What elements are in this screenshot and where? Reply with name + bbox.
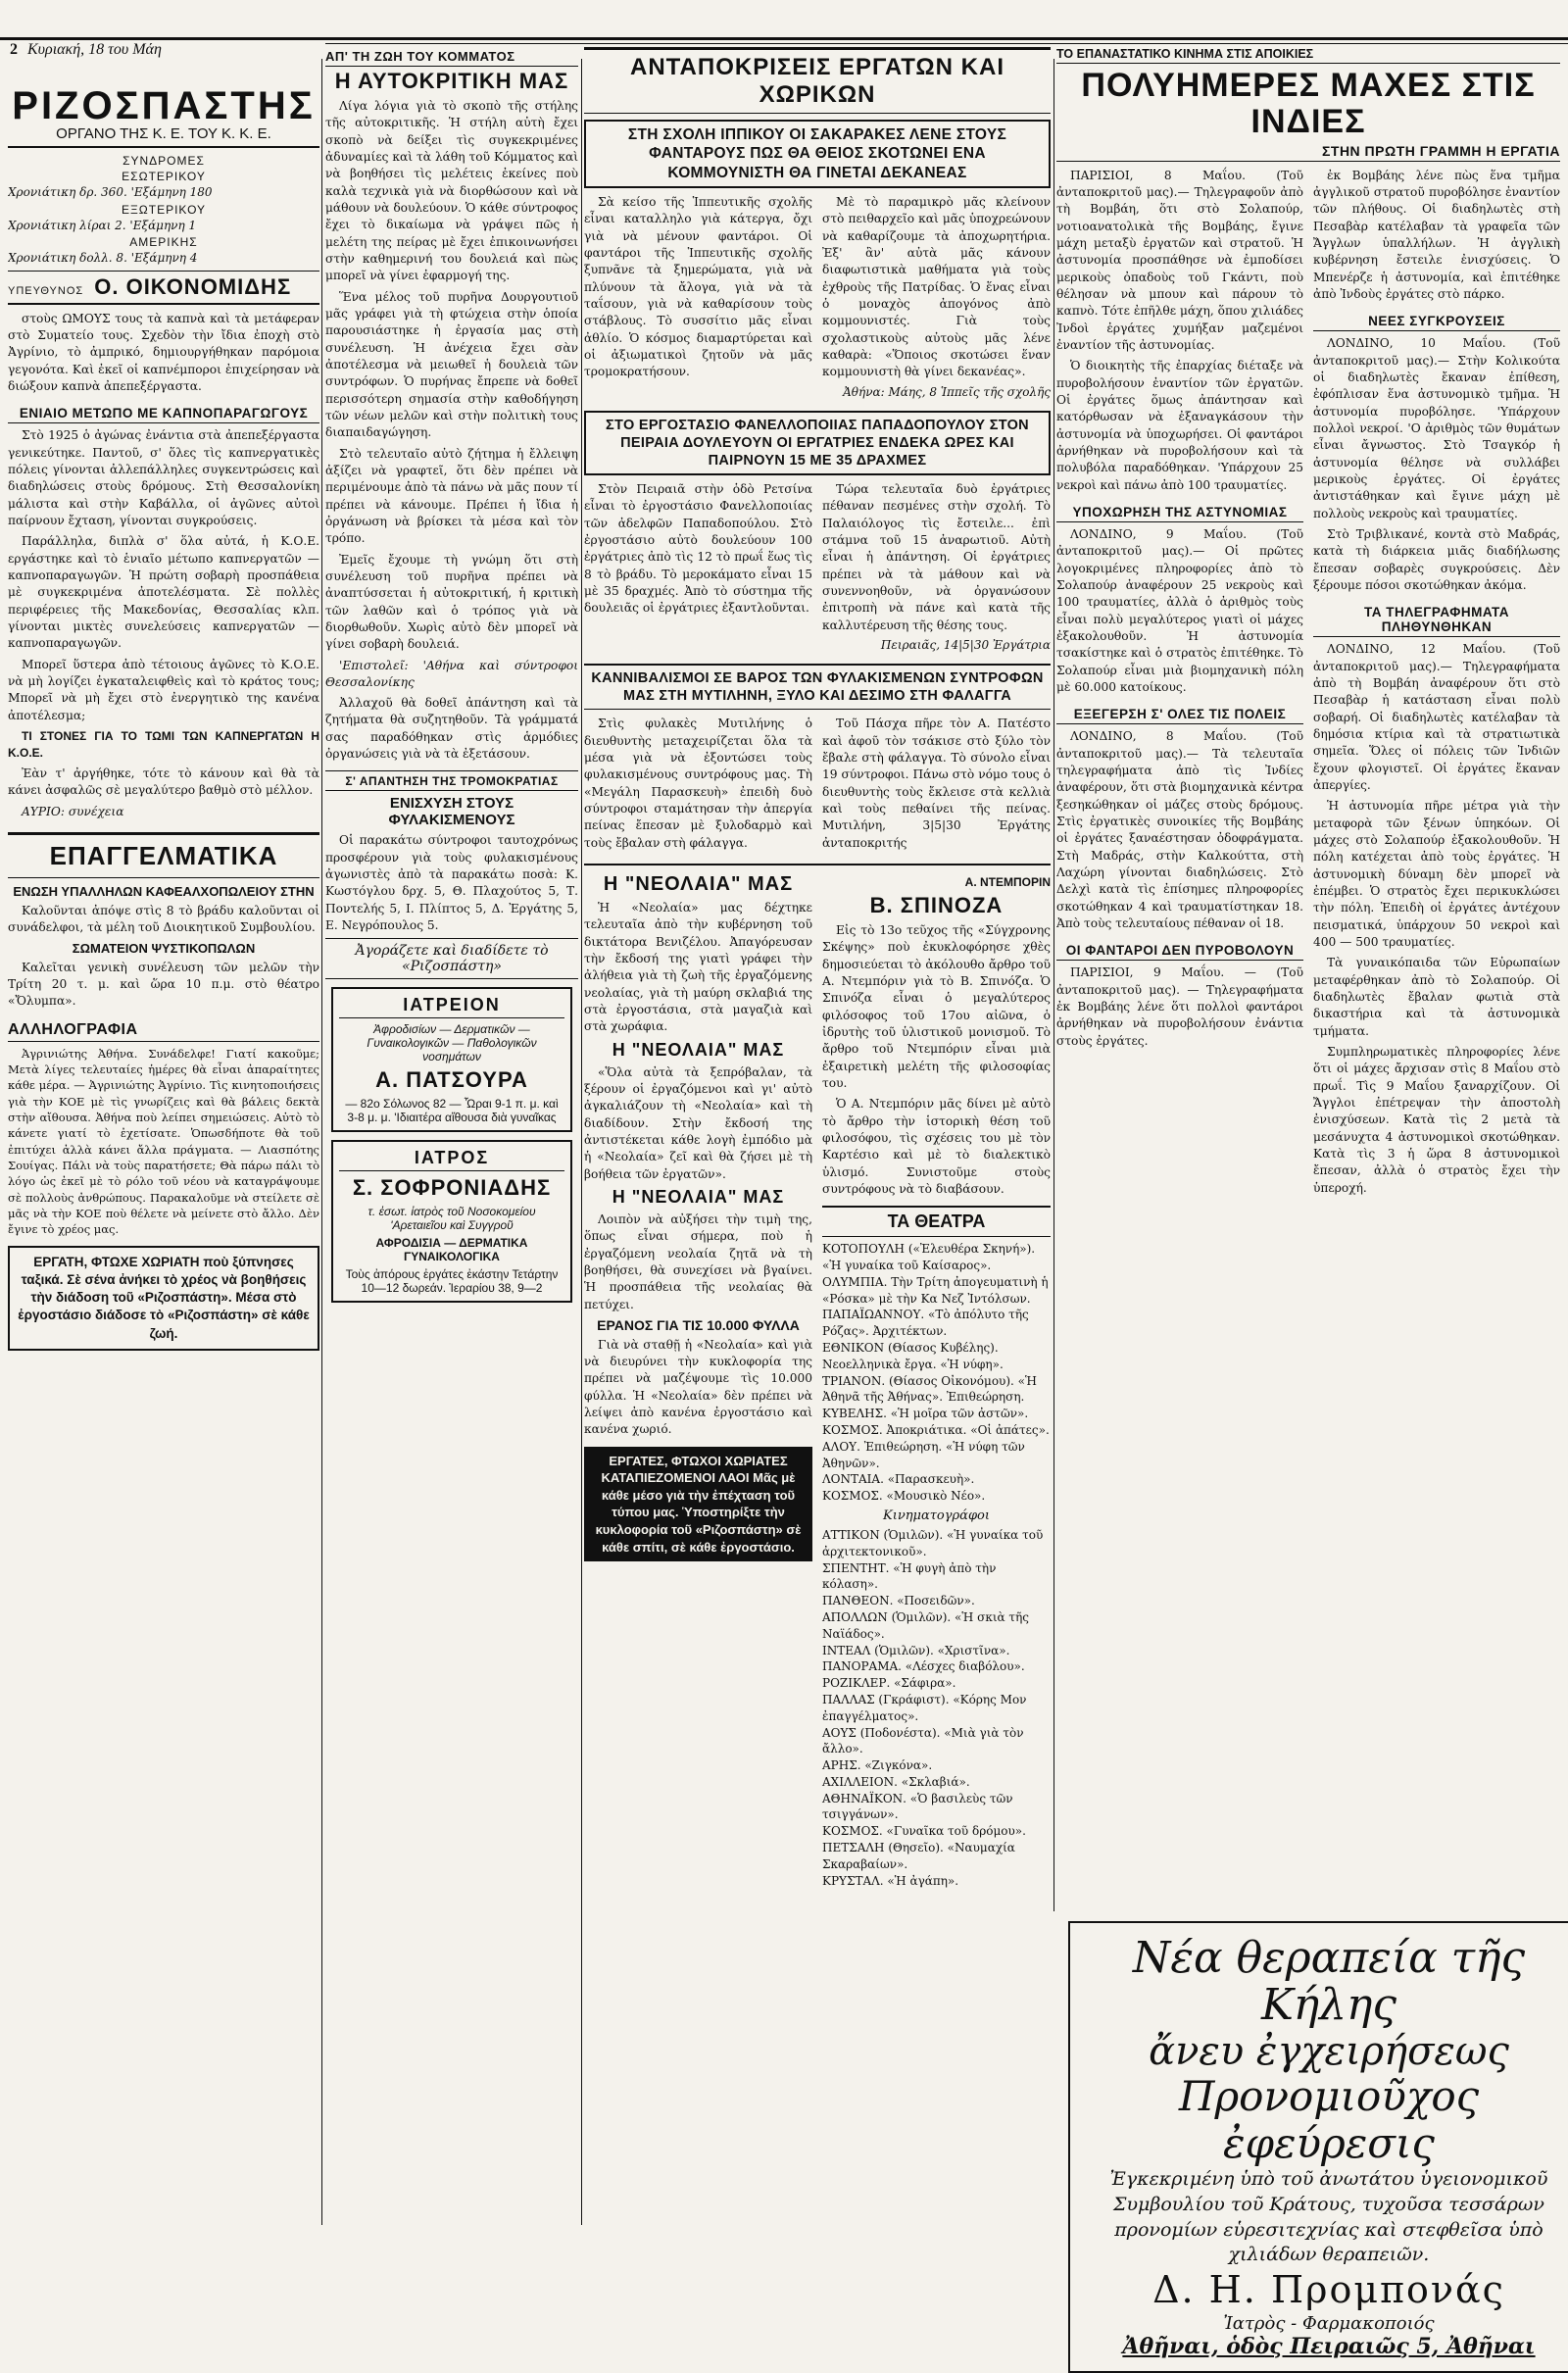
doctor-ad-credentials: τ. ἐσωτ. ἰατρὸς τοῦ Νοσοκομείου 'Αρεταιεῖου καὶ Συγγροῦ — [368, 1205, 536, 1233]
professional-item2: Καλεῖται γενικὴ συνέλευση τῶν μελῶν τὴν Τρίτη 20 τ. μ. καὶ ὥρα 10 π.μ. στὸ θέατρο «Ὄλυμπα». — [8, 960, 319, 1009]
subscriptions-external: ΕΞΩΤΕΡΙΚΟΥ — [121, 202, 207, 217]
doctor-ad-title: ΙΑΤΡΟΣ — [339, 1148, 564, 1171]
worker-reports-banner: ΑΝΤΑΠΟΚΡΙΣΕΙΣ ΕΡΓΑΤΩΝ ΚΑΙ ΧΩΡΙΚΩΝ — [584, 47, 1051, 114]
professional-item1-title: ΕΝΩΣΗ ΥΠΑΛΛΗΛΩΝ ΚΑΦΕΑΛΧΟΠΩΛΕΙΟΥ ΣΤΗΝ — [13, 884, 315, 900]
prisoner-aid-kicker: Σ' ΑΠΑΝΤΗΣΗ ΤΗΣ ΤΡΟΜΟΚΡΑΤΙΑΣ — [325, 770, 578, 791]
neolaia-text-3: Λοιπὸν νὰ αὐξήσει τὴν τιμὴ της, ὅπως εἶναι σήμερα, ποὺ ἡ ἐργαζόμενη νεολαία ζητᾶ νὰ τὴ βοηθήσει, θὰ συνεχίσει νὰ βγαίνει. Ἡ προσπάθεια τῆς νεολαίας θὰ πετύχει. — [584, 1211, 812, 1311]
clinic-ad-name: Α. ΠΑΤΣΟΥΡΑ — [375, 1067, 528, 1093]
cinema-listing: ΑΡΗΣ. «Ζιγκόνα». — [822, 1758, 933, 1773]
professional-heading: ΕΠΑΓΓΕΛΜΑΤΙΚΑ — [8, 832, 319, 878]
self-criticism-p2: Ἕνα μέλος τοῦ πυρῆνα Δουργουτιοῦ μᾶς γράφει γιὰ τὴ φτώχεια στὴν ὁποία παρουσιάστηκε ἡ ἐργασία μας στὴ συνέλευση. Ἡ ἀνέχεια ἔχει σὰν ἀποτέλεσμα νὰ μειωθεῖ ἡ δουλειὰ τῶν συντρόφων. Ὁ πυρήνας ἔπρεπε νὰ δοθεῖ περισσότερη σημασία στὴν καθοδήγηση τῶν νέων μελῶν καὶ στὴν πολιτικὴ τους διαπαιδαγώγηση. — [325, 289, 578, 440]
neolaia-headline-3: Η "ΝΕΟΛΑΙΑ" ΜΑΣ — [612, 1186, 785, 1207]
india-section-3: ΟΙ ΦΑΝΤΑΡΟΙ ΔΕΝ ΠΥΡΟΒΟΛΟΥΝ — [1056, 940, 1303, 961]
theatre-listing: ΛΟΝΤΑΙΑ. «Παρασκευὴ». — [822, 1472, 975, 1487]
theatre-list — [822, 1241, 1051, 1505]
india-r2: ΛΟΝΔΙΝΟ, 10 Μαΐου. (Τοῦ ἀνταποκριτοῦ μας).— Στὴν Κολικούτα οἱ διαδηλωτὲς ἔκαναν ἐπίθεση, ἐφόπλισαν ἕνα ἀστυνομικὸ τμῆμα. Ἡ ἀστυνομία πυροβόλησε. 'Υπάρχουν πολλοὶ νεκροί. 'Ο ἀριθμὸς τῶν θυμάτων εἶναι ἄγνωστος. Στὸ Τσαγκόρ ἡ ἀστυνομία θέλησε νὰ συλλάβει μερικοὺς ἐργάτες. Οἱ ἐργάτες ἀντιστάθηκαν καὶ ἔγινε μάχη μὲ πολλοὺς νεκροὺς καὶ τραυματίες. — [1313, 336, 1560, 520]
cavalry-school-signature: Ἀθήνα: Μάης, 8 Ἱππεῖς τῆς σχολῆς — [843, 384, 1051, 399]
cinema-listing: ΚΡΥΣΤΑΛ. «Ἡ ἀγάπη». — [822, 1873, 959, 1888]
india-headline: ΠΟΛΥΗΜΕΡΕΣ ΜΑΧΕΣ ΣΤΙΣ ΙΝΔΙΕΣ — [1081, 67, 1536, 141]
flannel-factory-deck: ΣΤΟ ΕΡΓΟΣΤΑΣΙΟ ΦΑΝΕΛΛΟΠΟΙΙΑΣ ΠΑΠΑΔΟΠΟΥΛΟΥ ΣΤΟΝ ΠΕΙΡΑΙΑ ΔΟΥΛΕΥΟΥΝ ΟΙ ΕΡΓΑΤΡΙΕΣ ΕΝΔΕΚΑ ΩΡΕΣ ΚΑΙ ΠΑΙΡΝΟΥΝ 15 ΜΕ 35 ΔΡΑΧΜΕΣ — [606, 417, 1029, 469]
professional-item2-title: ΣΩΜΑΤΕΙΟΝ ΨΥΣΤΙΚΟΠΩΛΩΝ — [72, 940, 256, 956]
cavalry-school-article — [584, 194, 1051, 405]
india-section-5: ΤΑ ΤΗΛΕΓΡΑΦΗΜΑΤΑ ΠΛΗΘΥΝΘΗΚΑΝ — [1313, 602, 1560, 637]
page-date: Κυριακή, 18 του Μάη — [27, 41, 162, 58]
tobacco-article-p2: Παράλληλα, διπλὰ σ' ὅλα αὐτά, ἡ Κ.Ο.Ε. εργάστηκε καὶ τὸ ἑνιαῖο μέτωπο καπνεργατῶν — καπνοπαραγωγῶν. Ἡ πρώτη σοβαρὴ προσπάθεια μὲ συγκεκριμένα ἀποτελέσματα. Σὲ πολλὲς περιφέρειες τῆς Μακεδονίας, Θεσσαλίας κλπ. γίνονται μικτὲς συνελεύσεις καπνεργατῶν — καπνοπαραγωγῶν. — [8, 534, 319, 651]
doctor-ad-hours: Τοὺς ἀπόρους ἐργάτες ἐκάστην Τετάρτην 10—12 δωρεάν. Ἱεραρίου 38, 9—2 — [345, 1267, 559, 1296]
theatre-listing: ΑΛΟΥ. Ἐπιθεώρηση. «Ἡ νύφη τῶν Ἀθηνῶν». — [822, 1439, 1025, 1470]
tobacco-article-p4: Ἐὰν τ' ἀργήθηκε, τότε τὸ κάνουν καὶ θὰ τὰ κάνει ἀσφαλῶς σὲ μεγαλύτερο βαθμὸ στὸ μέλλον. — [8, 766, 319, 798]
india-p5: ΠΑΡΙΣΙΟΙ, 9 Μαΐου. — (Τοῦ ἀνταποκριτοῦ μας). — Τηλεγραφήματα ἐκ Βομβάης λένε ὅτι πολλοὶ φαντάροι ἀρνήθηκαν νὰ πυροβολήσουν ἐνάντια στοὺς ἐργάτες. — [1056, 965, 1303, 1048]
masthead-title: ΡΙΖΟΣΠΑΣΤΗΣ — [12, 84, 316, 127]
column-masthead — [8, 0, 319, 2240]
spinoza-author: Α. ΝΤΕΜΠΟΡΙΝ — [964, 874, 1051, 889]
neolaia-text-1: Ἡ «Νεολαία» μας δέχτηκε τελευταῖα ἀπὸ τὴν κυβέρνηση τοῦ δικτάτορα Βενιζέλου. Ἀπαγόρευσαν τὴν ἔκδοσή της γιατὶ γράφει τὴν ἀλήθεια γιὰ τὴ ζωὴ τῆς ἐργαζόμενης νεολαίας, γιὰ τὴ μαύρη σκλαβιά της στὰ ἐργοστάσια, στὰ μαγαζιὰ καὶ στὰ χωράφια. — [584, 900, 812, 1034]
prisoner-aid-headline: ΕΝΙΣΧΥΣΗ ΣΤΟΥΣ ΦΥΛΑΚΙΣΜΕΝΟΥΣ — [388, 795, 515, 829]
india-p2: Ὁ διοικητὴς τῆς ἐπαρχίας διέταξε νὰ πυροβολήσουν ἐναντίον τῶν ἐργατῶν. Οἱ ἐργάτες ὅμως ἀπάντησαν καὶ κατόρθωσαν νὰ ἐξαναγκάσουν τὴν ἀστυνομία νὰ ὑποχωρήσει. Οἱ φαντάροι ἀρνήθηκαν νὰ πυροβολήσουν καὶ τὰ πολυβόλα παραδόθηκαν. 'Υπάρχουν 25 νεκροὶ καὶ πάνω ἀπὸ 100 τραυματίες. — [1056, 359, 1303, 492]
subscriptions-internal: ΕΣΩΤΕΡΙΚΟΥ — [122, 170, 206, 183]
fund-drive-headline: ΕΡΑΝΟΣ ΓΙΑ ΤΙΣ 10.000 ΦΥΛΛΑ — [597, 1316, 800, 1333]
theatre-listing: ΠΑΠΑΪΩΑΝΝΟΥ. «Τὸ ἀπόλυτο τῆς Ρόζας». Ἀρχιτέκτων. — [822, 1308, 1029, 1339]
cinema-listing: ΑΟΥΣ (Ποδονέστα). «Μιὰ γιὰ τὸν ἄλλο». — [822, 1725, 1024, 1756]
tobacco-article-bold: ΤΙ ΣΤΟΝΕΣ ΓΙΑ ΤΟ ΤΩΜΙ ΤΩΝ ΚΑΠΝΕΡΓΑΤΩΝ Η Κ.Ο.Ε. — [8, 729, 319, 761]
hernia-ad-name: Δ. Η. Προμπονάς — [1152, 2267, 1505, 2311]
subscriptions-america: ΑΜΕΡΙΚΗΣ — [129, 235, 198, 250]
india-r6: Τὰ γυναικόπαιδα τῶν Εὐρωπαίων μεταφέρθηκαν ἀπὸ τὸ Σολαπούρ. Οἱ διαδηλωτὲς ἔβαλαν φωτιὰ στὰ δικαστήρια καὶ τὰ ἀστυνομικὰ τμήματα. — [1313, 956, 1560, 1038]
neolaia-text-2: «Ὅλα αὐτὰ τὰ ξεπρόβαλαν, τὰ ξέρουν οἱ ἐργαζόμενοι καὶ γι' αὐτὸ ἀγκαλιάζουν τὴ «Νεολαία» καὶ τὴ διαδίδουν. Στὴν ἔκδοσή της ἀντιστέκεται κάθε λογὴ ἐμπόδιο μὰ ἡ «Νεολαία» ζεῖ καὶ θὰ ζήσει μὲ τὴ βοήθεια τῶν ἐργατῶν». — [584, 1064, 812, 1181]
continued-tomorrow: ΑΥΡΙΟ: συνέχεια — [22, 804, 124, 818]
india-section-2: ΕΞΕΓΕΡΣΗ Σ' ΟΛΕΣ ΤΙΣ ΠΟΛΕΙΣ — [1056, 704, 1303, 724]
theatres-heading: ΤΑ ΘΕΑΤΡΑ — [822, 1206, 1051, 1237]
workers-appeal-box: ΕΡΓΑΤΕΣ, ΦΤΩΧΟΙ ΧΩΡΙΑΤΕΣ ΚΑΤΑΠΙΕΖΟΜΕΝΟΙ ΛΑΟΙ Μᾶς μὲ κάθε μέσο γιὰ τὴν ἐπέχταση τοῦ τύπου μας. Ὑποστηρίξτε τὴν κυκλοφορία τοῦ «Ριζοσπάστη» σὲ κάθε σπίτι, σὲ κάθε ἐργοστάσιο. — [584, 1447, 812, 1561]
mytilene-prison-p2: Τοῦ Πάσχα πῆρε τὸν Α. Πατέστο καὶ ἀφοῦ τὸν τσάκισε στὸ ξύλο τὸν ἔβαλε στὴ φάλαγγα. Τὸ σύνολο εἶναι 19 σύντροφοι. Πάνω στὸ νόμο τους ὁ διευθυντὴς τοὺς ἔκλεισε στὰ κελλιὰ καὶ τοὺς πεθαίνει τῆς πείνας. Μυτιλήνη, 3|5|30 Ἐργάτης ἀνταποκριτής — [822, 717, 1051, 850]
page-number: 2 — [10, 41, 18, 58]
column-rule-1 — [321, 59, 322, 2225]
fund-drive-text: Γιὰ νὰ σταθῇ ἡ «Νεολαία» καὶ γιὰ νὰ διευρύνει τὴν κυκλοφορία της πρέπει νὰ μαζέψουμε τὶς 10.000 φύλλα. Ἡ «Νεολαία» δὲν πρέπει νὰ λείψει ἀπὸ κανένα ἐργοστάσιο καὶ κανένα χωριό. — [584, 1337, 812, 1437]
hernia-ad-profession: Ἰατρὸς - Φαρμακοποιός — [1223, 2312, 1435, 2334]
correspondence-heading: ΑΛΛΗΛΟΓΡΑΦΙΑ — [8, 1018, 319, 1042]
flannel-factory-p2: Τώρα τελευταῖα δυὸ ἐργάτριες πέθαναν πεσμένες στὴν σχολή. Τὸ Παλαιόλογος τὶς ἔστειλε... ἐπὶ στάμνα τοῦ 15 ἀναρωτιοῦ. Αὐτὴ εἶναι ἡ ἀπάντηση. Οἱ ἐργάτριες πρέπει νὰ τὰ μάθουν καὶ νὰ συνεννοηθοῦν, νὰ ὀργανώσουν ἐπιτροπὴ νὰ πάνε καὶ κατὰ τῆς καλλυτέρευση τῆς θέσης τους. — [822, 482, 1051, 632]
neolaia-headline-1: Η "ΝΕΟΛΑΙΑ" ΜΑΣ — [603, 872, 794, 895]
tobacco-article-intro: στοὺς ΩΜΟΥΣ τους τὰ καπνὰ καὶ τὰ μετάφεραν στὸ Συματείο τους. Σχεδὸν τὴν ἴδια ἐποχὴ στὸ Ἀγρίνιο, τὸ ἀμπρικό, δημιουργήθηκαν παρόμοια γεγονότα. Καὶ ἐκεῖ οἱ καπνέμποροι ἐπιχείρησαν νὰ διώξουν καπνὰ ἀπεπεξέργαστα. — [8, 311, 319, 394]
theatre-listing: ΚΥΒΕΛΗΣ. «Ἡ μοῖρα τῶν ἀστῶν». — [822, 1407, 1029, 1421]
editor-line — [8, 271, 319, 305]
clinic-ad-specialties: Ἀφροδισίων — Δερματικῶν — Γυναικολογικῶν — Παθολογικῶν νοσημάτων — [367, 1022, 537, 1064]
mytilene-prison-article — [584, 716, 1051, 856]
self-criticism-p1: Λίγα λόγια γιὰ τὸ σκοπὸ τῆς στήλης τῆς αὐτοκριτικῆς. Ἡ στήλη αὐτὴ ἔχει σκοπὸ νὰ δείξει τὶς συγκεκριμένες ἀδυναμίες καὶ τὰ λάθη τοῦ Κόμματος καὶ νὰ βοηθήσει τὶς μελέτεις ἐκείνες ποὺ καλὰ τεχνικὰ γιὰ νὰ διορθώσουν καὶ νὰ μάθουν νὰ δουλεύουν. Ὁ κάθε σύντροφος ἔχει τὸ δικαίωμα νὰ γράψει πῶς ἡ μελέτη της πείρας μὲ ἔχει ἐπικοινωνήσει στὴν καθημερινή του δουλειά καὶ πὼς μπορεῖ νὰ γίνει ἐφαρμογή της. — [325, 99, 578, 283]
self-criticism-signature: 'Επιστολεῖ: 'Αθήνα καὶ σύντροφοι Θεσσαλονίκης — [325, 658, 578, 689]
spinoza-headline: Β. ΣΠΙΝΟΖΑ — [869, 892, 1004, 917]
clinic-ad-patsoura — [331, 987, 572, 1132]
cinema-listing: ΚΟΣΜΟΣ. «Γυναῖκα τοῦ δρόμου». — [822, 1824, 1026, 1839]
hernia-ad-line3: Προνομιοῦχος ἐφεύρεσις — [1178, 2071, 1480, 2168]
theatre-listing: ΚΟΤΟΠΟΥΛΗ («Ἐλευθέρα Σκηνή»). «Ἡ γυναίκα τοῦ Καίσαρος». — [822, 1242, 1036, 1272]
india-r5: Ἡ ἀστυνομία πῆρε μέτρα γιὰ τὴν μεταφορὰ τῶν ξένων ὑπηκόων. Οἱ μάχες στὸ Σολαπούρ ἐξακολουθοῦν. Ἡ πόλη κατέχεται ἀπὸ τοὺς ἐργάτες. Ἡ ἀστυνομικὴ δύναμη δὲν μπορεῖ νὰ ἐπέμβει. Ὁ στρατὸς ἔχει περικυκλώσει τὴν πόλη. Ἐπειδὴ οἱ ἐργάτες ἀντέχουν πεισματικά, ὑπάρχουν 50 νεκροὶ καὶ 400 — 500 τραυματίες. — [1313, 799, 1560, 949]
rate-external: Χρονιάτικη λίραι 2. 'Εξάμηνη 1 — [8, 218, 197, 232]
self-criticism-headline: Η ΑΥΤΟΚΡΙΤΙΚΗ ΜΑΣ — [334, 69, 569, 93]
india-subheadline: ΣΤΗΝ ΠΡΩΤΗ ΓΡΑΜΜΗ Η ΕΡΓΑΤΙΑ — [1056, 143, 1560, 162]
cinema-listing: ΑΤΤΙΚΟΝ (Ὁμιλῶν). «Ἡ γυναίκα τοῦ ἀρχιτεκτονικοῦ». — [822, 1527, 1044, 1558]
tobacco-section-heading: ΕΝΙΑΙΟ ΜΕΤΩΠΟ ΜΕ ΚΑΠΝΟΠΑΡΑΓΩΓΟΥΣ — [8, 403, 319, 423]
self-criticism-p4: Ἐμεῖς ἔχουμε τὴ γνώμη ὅτι στὴ συνέλευση τοῦ πυρῆνα πρέπει νὰ ἀναπτύσσεται ἡ αὐτοκριτική, ἡ κριτικὴ τῶν λαθῶν καὶ ὁ τρόπος γιὰ νὰ διορθωθοῦν. Χωρὶς αὐτὸ δὲν μπορεῖ νὰ γίνει σοβαρὴ δουλειά. — [325, 552, 578, 652]
spinoza-p2: Ὁ Α. Ντεμπόριν μᾶς δίνει μὲ αὐτὸ τὸ ἄρθρο τὴν ἱστορικὴ θέση τοῦ φιλοσόφου, τὶς σχέσεις του μὲ τὸν Καρτέσιο καὶ μὲ τὸ διαλεκτικὸ ὑλισμό. Συνιστοῦμε στοὺς συντρόφους νὰ τὸ διαβάσουν. — [822, 1097, 1051, 1196]
cinema-listing: ΑΘΗΝΑΪΚΟΝ. «Ὁ βασιλεὺς τῶν τσιγγάνων». — [822, 1791, 1013, 1822]
hernia-ad-line1: Νέα θεραπεία τῆς Κήλης — [1132, 1933, 1526, 2031]
column-india — [1056, 0, 1560, 2240]
mytilene-prison-p1: Στὶς φυλακὲς Μυτιλήνης ὁ διευθυντὴς μεταχειρίζεται ὅλα τὰ μέσα γιὰ νὰ ἐξοντώσει τοὺς φυλακισμένους συντρόφους μας. Τὴ «Μεγάλη Παρασκευὴ» ἐπειδὴ δυὸ σύντροφοι σταμάτησαν τὴν ἀπεργία πείνας ἔπεσαν μὲ ξυλοδαρμὸ καὶ τοὺς ἔβαλαν στὴ φάλαγγα. — [584, 717, 812, 850]
lower-third-area — [584, 864, 1051, 1890]
theatre-listing: ΚΟΣΜΟΣ. «Μουσικὸ Νέο». — [822, 1489, 986, 1504]
tobacco-article-p3: Μπορεῖ ὕστερα ἀπὸ τέτοιους ἀγῶνες τὸ Κ.Ο.Ε. νὰ μὴ λογίζει ἐγκαταλειφθεὶς καὶ τὸ κράτος τους; Μπορεῖ νὰ μὴ ἔχει στὸ ἐνεργητικὸ της κανένα ἀποτέλεσμα; — [8, 657, 319, 722]
theatre-listing: ΚΟΣΜΟΣ. Ἀποκριάτικα. «Οἱ ἀπάτες». — [822, 1422, 1050, 1437]
india-r1: ἐκ Βομβάης λένε πὼς ἕνα τμῆμα ἀγγλικοῦ στρατοῦ πυροβόλησε ἐναντίον τῶν πλήθους. Οἱ διαδηλωτὲς στὴ Πεσαβὰρ κατέλαβαν τὰ γραφεῖα τῶν Ἄγγλων ὑπαλλήλων. Ἡ ἀγγλικὴ κυβέρνηση ἔστειλε ἐνισχύσεις. Ὁ Μπενέρζε ἡ ἀστυνομία, καὶ ἐπιτέθηκε ἀπὸ Ἰνδοὺς ἐργάτες στὸ πάρκο. — [1313, 168, 1560, 302]
masthead-organ: ΟΡΓΑΝΟ ΤΗΣ Κ. Ε. ΤΟΥ Κ. Κ. Ε. — [8, 125, 319, 148]
prisoner-aid-text: Οἱ παρακάτω σύντροφοι ταυτοχρόνως προσφέρουν γιὰ τοὺς φυλακισμένους ἀγωνιστὲς ἀπὸ τὰ παρακάτω ποσὰ: Κ. Κωστόγλου δρχ. 5, Θ. Πλαχούτος 5, Τ. Ποντελής 5, Ι. Πλίπτος 5, Δ. Ἐργάτης 5, Ε. Νεγρόπουλος 5. — [325, 833, 578, 933]
column-rule-2 — [581, 59, 582, 2225]
call-to-workers-box: ΕΡΓΑΤΗ, ΦΤΩΧΕ ΧΩΡΙΑΤΗ ποὺ ξύπνησες ταξικά. Σὲ σένα ἀνήκει τὸ χρέος νὰ βοηθήσεις τὴν διάδοση τοῦ «Ριζοσπάστη». Μέσα στὸ ἐργοστάσιο διάδοσε τὸ «Ριζοσπάστη» σὲ κάθε ζωή. — [8, 1246, 319, 1351]
cinema-listing: ΑΠΟΛΛΩΝ (Ὁμιλῶν). «Ἡ σκιὰ τῆς Ναϊάδος». — [822, 1609, 1029, 1641]
cavalry-school-deck-box — [584, 120, 1051, 188]
buy-and-spread-slogan: Ἀγοράζετε καὶ διαδίδετε τὸ «Ριζοσπάστη» — [325, 938, 578, 979]
india-p4: ΛΟΝΔΙΝΟ, 8 Μαΐου. (Τοῦ ἀνταποκριτοῦ μας).— Τὰ τελευταῖα τηλεγραφήματα ἀπὸ τὶς Ἰνδίες ἀναφέρουν, ὅτι στὰ βιομηχανικὰ κέντρα ξεσηκώθηκαν οἱ μάζες στοὺς δρόμους. Στὶς ἐργατικὲς συνοικίες τῆς Βομβάης οἱ ἐργάτες ξαναέστησαν ὀδοφράγματα. Στὴ Μαδράς, στὴν Καλκούττα, στὴ Λαχώρη γίνονται διαδηλώσεις. Στὸ Δελχὶ κατὰ τὶς ἐπίσημες πληροφορίες σκοτώθηκαν 4 καὶ τραυματίστηκαν 18. Ἀπὸ τοὺς τελευταίους πέθαναν οἱ 18. — [1056, 729, 1303, 930]
cinema-listing: ΣΠΕΝΤΗΤ. «Ἡ φυγὴ ἀπὸ τὴν κόλαση». — [822, 1560, 997, 1592]
theatre-listing: ΟΛΥΜΠΙΑ. Τὴν Τρίτη ἀπογευματινὴ ἡ «Ρόσκα» μὲ τὴν Κα Νεζ Ἰντόλσων. — [822, 1274, 1049, 1306]
doctor-ad-sofroniadis — [331, 1140, 572, 1303]
correspondence-text: Ἀγρινιώτης Ἀθήνα. Συνάδελφε! Γιατί κακοῦμε; Μετὰ λίγες τελευταίες ἡμέρες θὰ εἶναι ἀπαραίτητες κάθε μέρα. — Ἀγρινιώτης Ἀγρίνιο. Τὶς κινητοποιήσεις γιὰ τὴν ΚΟΕ μὲ τὶς γνωρίζεις καὶ θὰ βάλεις δεκτὰ στὴν αἴθουσα. Ἀθήνα ποὺ λείπει σημειώσεις. Αὐτὸ τὸ κάνετε γιατί τὸ ἐχετίσατε. Ὁπωσδήποτε θὰ τοῦ ἐπιτύχει ἀλλὰ κάνει ἄλλα πράγματα. — Λιασπότης Σουίγας. Πάλι νὰ τοὺς παρατήσετε; Θὰ πάρω πάλι τὸ λόγο ὡς ἐκεῖ μὲ τὸ ρόλο τοῦ νέου νὰ καταγράψουμε σὲ πολλοὺς ἀνθρώπους. Παρακαλοῦμε νὰ στείλετε σὲ μᾶς νὰ τὴν ΚΟΕ ποὺ θέλετε νὰ μείνετε στὸ ἄλλο. Δὲν ἔγινε τὸ χρέος μας. — [8, 1046, 319, 1237]
editor-name: Ο. ΟΙΚΟΝΟΜΙΔΗΣ — [94, 273, 292, 299]
subscriptions-heading: ΣΥΝΔΡΟΜΕΣ — [122, 154, 205, 168]
hernia-ad-address: Ἀθῆναι, ὁδὸς Πειραιῶς 5, Ἀθῆναι — [1122, 2333, 1536, 2359]
neolaia-headline-2: Η "ΝΕΟΛΑΙΑ" ΜΑΣ — [612, 1039, 785, 1060]
rate-internal: Χρονιάτικη δρ. 360. 'Εξάμηνη 180 — [8, 185, 213, 199]
theatre-listing: ΤΡΙΑΝΟΝ. (Θίασος Οἰκονόμου). «Ἡ Ἀθηνᾶ τῆς Ἀθήνας». Ἐπιθεώρηση. — [822, 1373, 1037, 1405]
cinema-listing: ΡΟΖΙΚΛΕΡ. «Σάφιρα». — [822, 1676, 956, 1691]
india-article — [1056, 168, 1560, 1201]
india-r7: Συμπληρωματικὲς πληροφορίες λένε ὅτι οἱ μάχες ἄρχισαν στὶς 8 Μαΐου στὸ πρωΐ. Τὶς 9 Μαΐου ξαναρχίζουν. Οἱ Ἄγγλοι ἐπέτρεψαν τὴν ἀποστολὴ ἐνισχύσεων. Κατὰ τὶς 2 μετὰ τὰ μεσάνυχτα 4 ἀστυνομικοὶ σκοτώθηκαν. Κατὰ τὶς 3 ἡ ὥρα 8 ἀστυνομικοὶ ἔπεσαν, ἀλλὰ ὁ στρατὸς ἔχει τὴν ὑπεροχή. — [1313, 1044, 1560, 1195]
doctor-ad-name: Σ. ΣΟΦΡΟΝΙΑΔΗΣ — [352, 1175, 552, 1201]
doctor-ad-specialties: ΑΦΡΟΔΙΣΙΑ — ΔΕΡΜΑΤΙΚΑ ΓΥΝΑΙΚΟΛΟΓΙΚΑ — [375, 1236, 528, 1264]
cinema-listing: ΑΧΙΛΛΕΙΟΝ. «Σκλαβιά». — [822, 1774, 970, 1789]
clinic-ad-address: — 82ο Σόλωνος 82 — Ὧραι 9-1 π. μ. καὶ 3-8 μ. μ. 'Ιδιαιτέρα αἴθουσα διὰ γυναῖκας — [345, 1097, 559, 1125]
editor-label: ΥΠΕΥΘΥΝΟΣ — [8, 284, 84, 297]
flannel-factory-article — [584, 481, 1051, 658]
spinoza-p1: Εἰς τὸ 13ο τεῦχος τῆς «Σύγχρονης Σκέψης» ποὺ ἐκυκλοφόρησε χθὲς δημοσιεύεται τὸ ἀκόλουθο ἄρθρο τοῦ Α. Ντεμπόριν γιὰ τὸ Β. Σπινόζα. Ὁ Σπινόζα εἶναι ὁ μεγαλύτερος φιλόσοφος τοῦ 17ου αἰῶνα, ὁ ἰδρυτὴς τοῦ ὑλιστικοῦ μονισμοῦ. Τὸ ἄρθρο τοῦ Ντεμπόριν εἶναι μιὰ ἐξαιρετικὴ μελέτη τῆς φιλοσοφίας του. — [822, 922, 1051, 1090]
cinema-listing: ΠΑΝΘΕΟΝ. «Ποσειδῶν». — [822, 1594, 975, 1608]
india-r4: ΛΟΝΔΙΝΟ, 12 Μαΐου. (Τοῦ ἀνταποκριτοῦ μας).— Τηλεγραφήματα ἀπὸ τὴ Βομβάη ἀναφέρουν ὅτι στὸ Πεσαβὰρ ἡ κατάσταση εἶναι πολὺ σοβαρή. Οἱ διαδηλωτὲς κατέλαβαν τὰ δημόσια κτίρια καὶ τὰ στρατιωτικὰ σημεῖα. Ὅλες οἱ πόλεις τῶν Ἰνδιῶν ἔχουν φλογιστεῖ. Οἱ ἐργάτες ἔκαναν ἀπεργίες. — [1313, 642, 1560, 792]
hernia-ad-description: Ἐγκεκριμένη ὑπὸ τοῦ ἀνωτάτου ὑγειονομικοῦ Συμβουλίου τοῦ Κράτους, τυχοῦσα τεσσάρων προνομίων εὑρεσιτεχνίας καὶ στεφθεῖσα ὑπὸ χιλιάδων θεραπειῶν. — [1109, 2168, 1548, 2266]
cinema-list — [822, 1527, 1051, 1890]
theatre-listing: ΕΘΝΙΚΟΝ (Θίασος Κυβέλης). Νεοελληνικὰ ἔργα. «Ἡ νύφη». — [822, 1340, 1004, 1371]
self-criticism-p5: Ἀλλαχοῦ θὰ δοθεῖ ἀπάντηση καὶ τὰ ζητήματα θὰ συζητηθοῦν. Τὰ γράμματά σας παραδόθηκαν στὶς ἁρμόδιες ὀργανώσεις γιὰ νὰ τὰ ἐξετάσουν. — [325, 696, 578, 762]
mytilene-prison-deck: ΚΑΝΝΙΒΑΛΙΣΜΟΙ ΣΕ ΒΑΡΟΣ ΤΩΝ ΦΥΛΑΚΙΣΜΕΝΩΝ ΣΥΝΤΡΟΦΩΝ ΜΑΣ ΣΤΗ ΜΥΤΙΛΗΝΗ, ΞΥΛΟ ΚΑΙ ΔΕΣΙΜΟ ΣΤΗ ΦΑΛΑΓΓΑ — [584, 664, 1051, 710]
cinemas-heading: Κινηματογράφοι — [883, 1508, 990, 1523]
party-life-kicker: ΑΠ' ΤΗ ΖΩΗ ΤΟΥ ΚΟΜΜΑΤΟΣ — [325, 49, 578, 67]
cinema-listing: ΙΝΤΕΑΛ (Ὁμιλῶν). «Χριστῖνα». — [822, 1643, 1010, 1657]
cinema-listing: ΠΑΝΟΡΑΜΑ. «Λέσχες διαβόλου». — [822, 1659, 1025, 1674]
tobacco-article-p1: Στὸ 1925 ὁ ἀγώνας ἐνάντια στὰ ἀπεπεξέργαστα γενικεύτηκε. Παντοῦ, σ' ὅλες τὶς καπνεργατικὲς πόλεις γίνονται ἀλλεπάλληλες συγκεντρώσεις καὶ διαδηλώσεις στοὺς δρόμους. Στὴ Θεσσαλονίκη μάλιστα καὶ στὴν Καβάλλα, οἱ ἀγῶνες αὐτοὶ παίρνουν ἔχταση, γίνονται συγκρούσεις. — [8, 428, 319, 528]
india-section-1: ΥΠΟΧΩΡΗΣΗ ΤΗΣ ΑΣΤΥΝΟΜΙΑΣ — [1056, 502, 1303, 522]
india-p3: ΛΟΝΔΙΝΟ, 9 Μαΐου. (Τοῦ ἀνταποκριτοῦ μας).— Οἱ πρῶτες λογοκριμένες πληροφορίες ἀπὸ τὸ Σολαπούρ ἀναφέρουν 25 νεκροὺς καὶ 100 τραυματίες, ἀλλὰ ὁ ἀριθμὸς τοὺς εἶναι πολὺ μεγαλύτερος γιατὶ οἱ μάχες ἐξακολουθοῦν. Ἡ ἀστυνομία τσακίστηκε καὶ ὁ στρατὸς ἐπιτέθηκε. Τὸ Σολαπούρ εἶναι μιὰ βιομηχανικὴ πόλη μὲ 60.000 κατοίκους. — [1056, 527, 1303, 694]
rate-america: Χρονιάτικη δολλ. 8. 'Εξάμηνη 4 — [8, 251, 198, 266]
hernia-ad-line2: ἄνευ ἐγχειρήσεως — [1149, 2028, 1509, 2074]
spinoza-theatre-column — [822, 871, 1051, 1890]
professional-item1: Καλοῦνται ἀπόψε στὶς 8 τὸ βράδυ καλοῦνται οἱ συνάδελφοι, τὰ μέλη τοῦ Διοικητικοῦ Συμβουλίου. — [8, 904, 319, 935]
india-kicker: ΤΟ ΕΠΑΝΑΣΤΑΤΙΚΟ ΚΙΝΗΜΑ ΣΤΙΣ ΑΠΟΙΚΙΕΣ — [1056, 47, 1560, 64]
clinic-ad-title: ΙΑΤΡΕΙΟΝ — [339, 995, 564, 1018]
india-r3: Στὸ Τριβλικανέ, κοντὰ στὸ Μαδράς, κατὰ τὴ διάρκεια μιᾶς διαδήλωσης ἔπεσαν σοβαρὲς συγκρούσεις. Δὲν ξέρουμε πόσοι σκοτώθηκαν ἀκόμα. — [1313, 527, 1560, 592]
india-section-4: ΝΕΕΣ ΣΥΓΚΡΟΥΣΕΙΣ — [1313, 311, 1560, 331]
cinema-listing: ΠΑΛΛΑΣ (Γκράφιστ). «Κόρης Μον ἐπαγγέλματος». — [822, 1692, 1027, 1723]
column-party-life — [325, 0, 578, 2240]
cavalry-school-p2: Μὲ τὸ παραμικρὸ μᾶς κλείνουν στὸ πειθαρχεῖο καὶ μᾶς ὑποχρεώνουν νὰ καθαρίζουμε τὰ ἀποχωρητήρια. Ἐξ' ἃν' αὐτὰ μᾶς κάνουν διαφωτιστικὰ μαθήματα γιὰ τοὺς ἐχθροὺς τῆς Πατρίδας. Ὁ ἕνας εἶναι ὁ μοναχὸς ἀπογόνος ἀπὸ κομμουνιστές. Γιὰ τοὺς σχολαστικοὺς αὐτοὺς μᾶς λένε καθαρὰ: «Ὅποιος σκοτώσει ἕναν κομμουνιστὴ θὰ γίνει δεκανέας». — [822, 195, 1051, 379]
cavalry-school-deck: ΣΤΗ ΣΧΟΛΗ ΙΠΠΙΚΟΥ ΟΙ ΣΑΚΑΡΑΚΕΣ ΛΕΝΕ ΣΤΟΥΣ ΦΑΝΤΑΡΟΥΣ ΠΩΣ ΘΑ ΘΕΙΟΣ ΣΚΟΤΩΝΕΙ ΕΝΑ ΚΟΜΜΟΥΝΙΣΤΗ ΘΑ ΓΙΝΕΤΑΙ ΔΕΚΑΝΕΑΣ — [627, 126, 1007, 181]
cavalry-school-p1: Σὰ κείσο τῆς Ἱππευτικῆς σχολῆς εἶναι καταλληλο γιὰ κάτεργα, ὄχι γιὰ νὰ μένουν φαντάροι. Οἱ φαντάροι τῆς Ἱππευτικῆς σχολῆς ξυπνᾶνε τὰ ξημερώματα, γιὰ νὰ πλύνουν τὰ ἄλογα, γιὰ νὰ τὰ ταΐσουν, γιὰ νὰ καθαρίσουν τοὺς στάβλους. Τὸ συσσίτιο μᾶς εἶναι ἀθλίο. Ὁ κόσμος διαμαρτύρεται καὶ οἱ ἀξιωματικοὶ ζητοῦν νὰ μᾶς τρομοκρατήσουν. — [584, 195, 812, 379]
neolaia-column — [584, 871, 812, 1890]
flannel-factory-p1: Στὸν Πειραιᾶ στὴν ὁδὸ Ρετσίνα εἶναι τὸ ἐργοστάσιο Φανελλοποιίας τῶν ἀδελφῶν Παπαδοπούλου. Στὸ ἐργοστάσιο αὐτὸ δουλεύουν 100 ἐργάτριες ἀπὸ τὶς 12 τὸ πρωΐ ἕως τὶς 8 τὸ βράδυ. Τὸ μεροκάματο εἶναι 15 μὲ 35 δραχμές. Ἀπὸ τὸ σύστημα τῆς δουλειᾶς οἱ ἐργάτριες ἐξαντλοῦνται. — [584, 482, 812, 616]
self-criticism-p3: Στὸ τελευταῖο αὐτὸ ζήτημα ἡ ἔλλειψη ἀξίζει νὰ γραφτεῖ, ὅτι δὲν πρέπει νὰ περιμένουμε ἀπὸ τὰ πάνω νὰ μᾶς πουν τί πρέπει νὰ κάνουμε. Πρέπει ἡ ἴδια ἡ ὀργάνωση νὰ βρίσκει τὰ μέσα καὶ τὸν τρόπο. — [325, 446, 578, 546]
india-p1: ΠΑΡΙΣΙΟΙ, 8 Μαΐου. (Τοῦ ἀνταποκριτοῦ μας).— Τηλεγραφοῦν ἀπὸ τὴ Βομβάη, ὅτι στὸ Σολαπούρ, νοτιοανατολικὰ τῆς Βομβάης, ἔγινε μάχη μεταξὺ ἐργατῶν καὶ στρατοῦ. Ἡ ἀστυνομία προσπάθησε νὰ ἐμποδίσει μερικοὺς ὀπαδοὺς τοῦ Γκάντι, ποὺ θέλησαν νὰ μπουν καὶ πάρουν τὸ καπνὸ. Τότε ἐπῆλθε μάχη, ὅπου χιλιάδες Ἰνδοὶ ἐργάτες χυμήξαν μαζεμένοι ἐναντίον τῆς ἀστυνομίας. — [1056, 168, 1303, 353]
column-correspondence — [584, 0, 1051, 2240]
cinema-listing: ΠΕΤΣΑΛΗ (Θησεῖο). «Ναυμαχία Σκαραβαίων». — [822, 1841, 1015, 1871]
flannel-factory-signature: Πειραιᾶς, 14|5|30 Ἐργάτρια — [880, 638, 1051, 653]
flannel-factory-deck-box — [584, 411, 1051, 475]
hernia-treatment-ad — [1068, 1921, 1568, 2373]
